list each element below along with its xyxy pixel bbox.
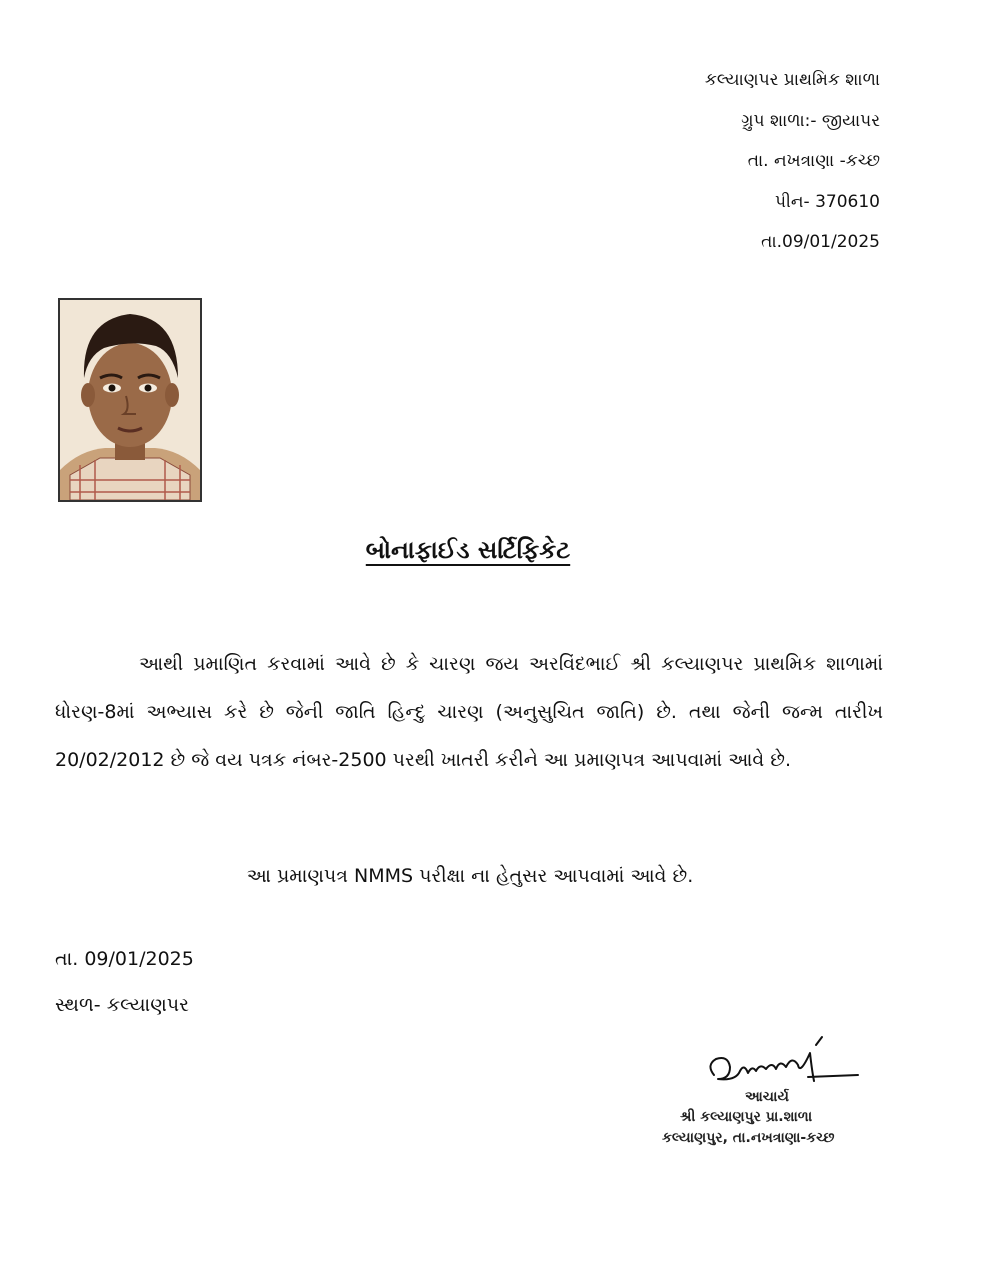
principal-signature — [700, 1035, 860, 1097]
header-date: તા.09/01/2025 — [761, 232, 880, 252]
pin-code: પીન- 370610 — [775, 191, 880, 212]
stamp-address: કલ્યાણપુર, તા.નખત્રાણા-કચ્છ — [662, 1130, 835, 1146]
certificate-body: આથી પ્રમાણિત કરવામાં આવે છે કે ચારણ જય અરવિંદભાઈ શ્રી કલ્યાણપર પ્રાથમિક શાળામાં ધોરણ-8માં અભ્યાસ કરે છે જેની જાતિ હિન્દુ ચારણ (અનુસુચિત જાતિ) છે. તથા જેની જન્મ તારીખ 20/02/2012 છે જે વય પત્રક નંબર-2500 પરથી ખાતરી કરીને આ પ્રમાણપત્ર આપવામાં આવે છે. — [55, 653, 883, 771]
school-address-block — [705, 60, 880, 263]
certificate-purpose: આ પ્રમાણપત્ર NMMS પરીક્ષા ના હેતુસર આપવામાં આવે છે. — [246, 865, 694, 887]
student-portrait-icon — [60, 300, 200, 500]
footer-place: સ્થળ- કલ્યાણપર — [55, 994, 189, 1016]
stamp-school: શ્રી કલ્યાણપુર પ્રા.શાળા — [680, 1109, 813, 1125]
student-photo — [58, 298, 202, 502]
footer-date: તા. 09/01/2025 — [55, 948, 194, 970]
school-name: કલ્યાણપર પ્રાથમિક શાળા — [704, 70, 880, 90]
signature-stamp-block — [650, 1035, 890, 1155]
certificate-title: બોનાફાઈડ સર્ટિફિકેટ — [365, 536, 571, 564]
stamp-role: આચાર્ય — [745, 1089, 789, 1105]
taluka: તા. નખત્રાણા -કચ્છ — [747, 151, 880, 171]
group-school: ગ્રુપ શાળા:- જીયાપર — [741, 110, 880, 131]
